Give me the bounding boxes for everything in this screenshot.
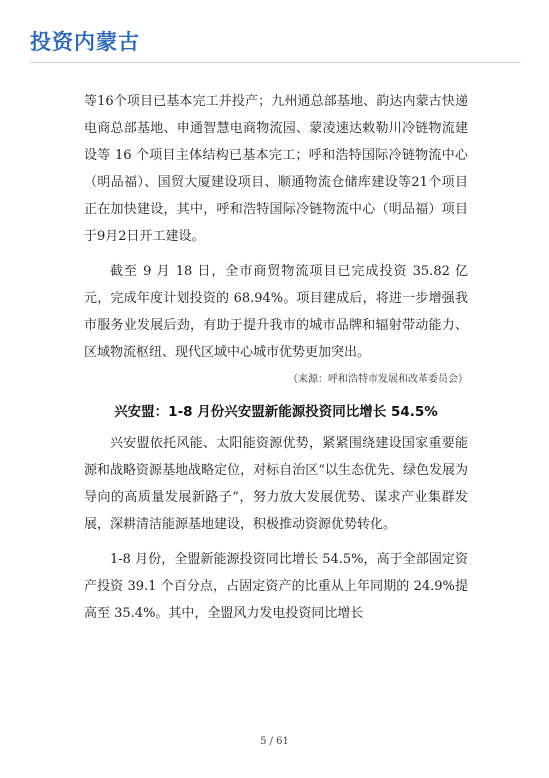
section-heading: 兴安盟：1-8 月份兴安盟新能源投资同比增长 54.5% [114,404,438,420]
paragraph-xinganmeng-strategy: 兴安盟依托风能、太阳能资源优势，紧紧围绕建设国家重要能源和战略资源基地战略定位，对标自治区“以生态优先、绿色发展为导向的高质量发展新路子”，努力放大发展优势、谋求产业集群发展，深耕清洁能源基地建设，积极推动资源优势转化。 [84,436,468,532]
document-body [84,88,468,635]
header-divider [30,62,519,63]
paragraph-xinganmeng-investment: 1-8 月份，全盟新能源投资同比增长 54.5%，高于全部固定资产投资 39.1 个百分点，占固定资产的比重从上年同期的 24.9%提高至 35.4%。其中，全盟风力发电投资同比增长 [84,552,468,621]
paragraph-investment-summary: 截至 9 月 18 日，全市商贸物流项目已完成投资 35.82 亿元，完成年度计划投资的 68.94%。项目建成后，将进一步增强我市服务业发展后劲，有助于提升我市的城市品牌和辐射带动能力、区域物流枢纽、现代区域中心城市优势更加突出。 [84,264,468,360]
page-header-title: 投资内蒙古 [30,30,140,54]
paragraph-projects-progress: 等16个项目已基本完工并投产；九州通总部基地、韵达内蒙古快递电商总部基地、申通智慧电商物流园、蒙凌速达敕勒川冷链物流建设等 16 个项目主体结构已基本完工；呼和浩特国际冷链物流中心（明品福）、国贸大厦建设项目、顺通物流仓储库建设等21个项目正在加快建设，其中，呼和浩特国际冷链物流中心（明品福）项目于9月2日开工建设。 [84,94,468,244]
source-note: （来源：呼和浩特市发展和改革委员会） [288,374,468,385]
page-number: 5 / 61 [260,736,289,747]
